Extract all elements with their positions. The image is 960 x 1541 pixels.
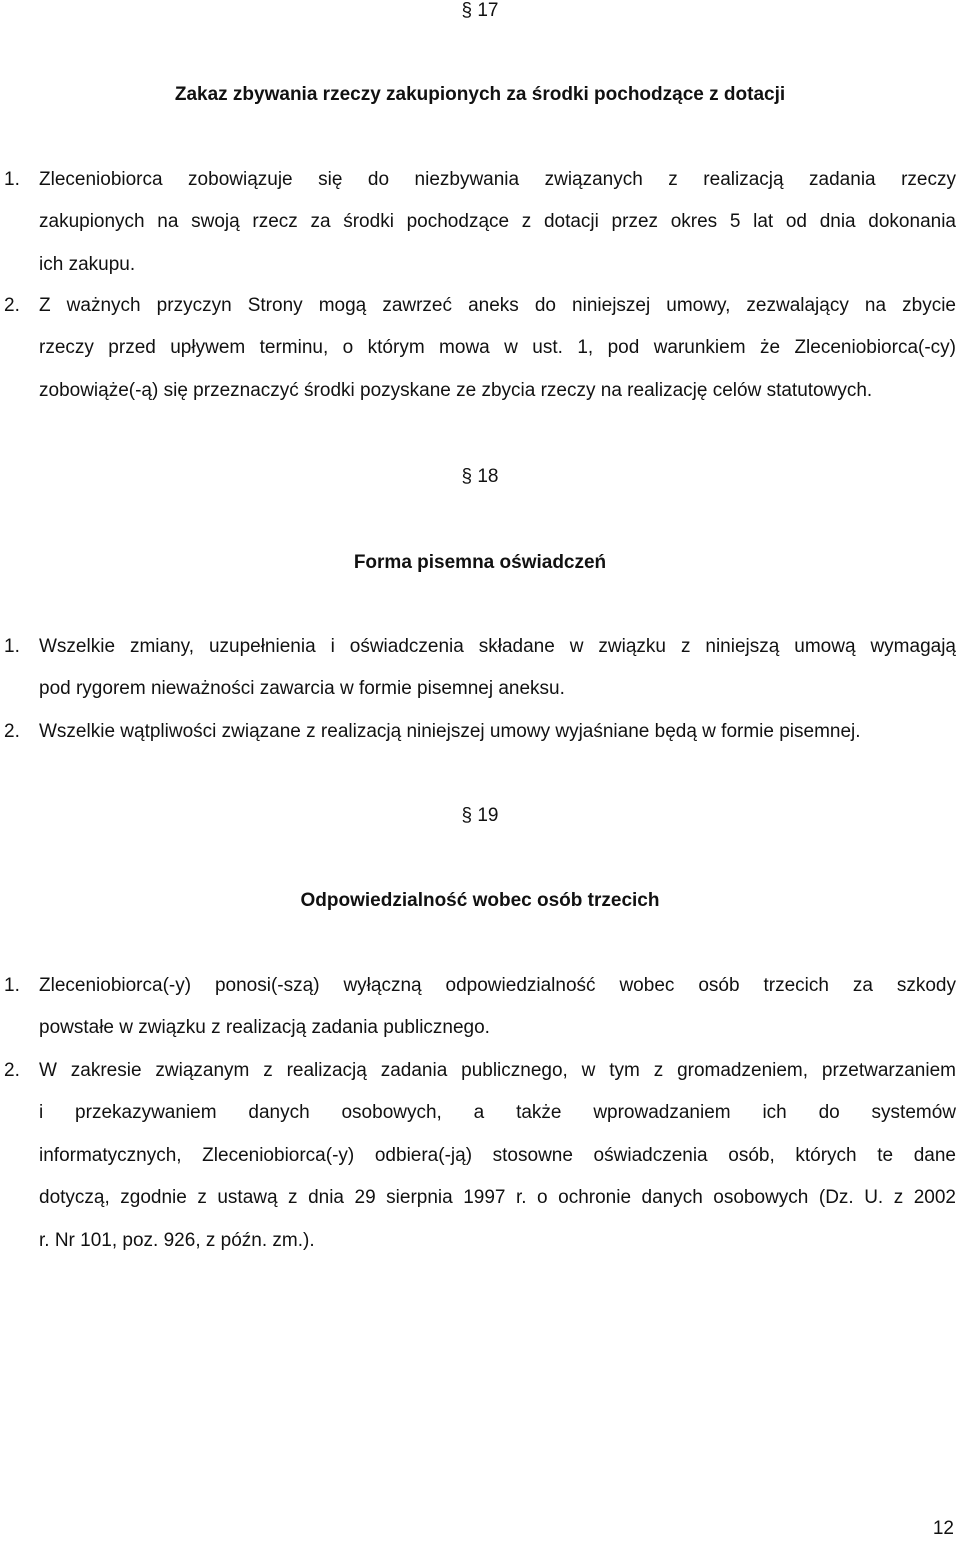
paragraph-mark: § 17 — [461, 0, 499, 21]
item-line: W zakresie związanym z realizacją zadania publicznego, w tym z gromadzeniem, przetwarzaniem — [39, 1060, 956, 1081]
item-line: Zleceniobiorca(-y) ponosi(-szą) wyłączną odpowiedzialność wobec osób trzecich za szkody — [39, 975, 956, 996]
item-line: zakupionych na swoją rzecz za środki pochodzące z dotacji przez okres 5 lat od dnia dokonania — [39, 211, 956, 232]
item-line: powstałe w związku z realizacją zadania publicznego. — [39, 1017, 490, 1038]
item-line: dotyczą, zgodnie z ustawą z dnia 29 sierpnia 1997 r. o ochronie danych osobowych (Dz. U. z 2002 — [39, 1187, 956, 1208]
item-line: Wszelkie zmiany, uzupełnienia i oświadczenia składane w związku z niniejszą umową wymagają — [39, 636, 956, 657]
item-line: rzeczy przed upływem terminu, o którym mowa w ust. 1, pod warunkiem że Zleceniobiorca(-cy) — [39, 337, 956, 358]
item-line: pod rygorem nieważności zawarcia w formie pisemnej aneksu. — [39, 678, 565, 699]
section-title: Odpowiedzialność wobec osób trzecich — [300, 890, 660, 911]
item-number: 1. — [4, 975, 20, 996]
paragraph-mark: § 18 — [461, 466, 499, 487]
item-number: 1. — [4, 636, 20, 657]
page-number: 12 — [932, 1518, 954, 1539]
item-line: Zleceniobiorca zobowiązuje się do niezbywania związanych z realizacją zadania rzeczy — [39, 169, 956, 190]
item-line: zobowiąże(-ą) się przeznaczyć środki pozyskane ze zbycia rzeczy na realizację celów statutowych. — [39, 380, 873, 401]
item-line: i przekazywaniem danych osobowych, a także wprowadzaniem ich do systemów — [39, 1102, 956, 1123]
item-number: 2. — [4, 721, 20, 742]
paragraph-mark: § 19 — [461, 805, 499, 826]
item-number: 2. — [4, 295, 20, 316]
section-title: Zakaz zbywania rzeczy zakupionych za środki pochodzące z dotacji — [174, 84, 786, 105]
item-line: r. Nr 101, poz. 926, z późn. zm.). — [39, 1230, 315, 1251]
item-line: Z ważnych przyczyn Strony mogą zawrzeć aneks do niniejszej umowy, zezwalający na zbycie — [39, 295, 956, 316]
item-line: informatycznych, Zleceniobiorca(-y) odbiera(-ją) stosowne oświadczenia osób, których te dane — [39, 1145, 956, 1166]
item-line: ich zakupu. — [39, 254, 136, 275]
section-title: Forma pisemna oświadczeń — [353, 552, 607, 573]
item-number: 1. — [4, 169, 20, 190]
item-line: Wszelkie wątpliwości związane z realizacją niniejszej umowy wyjaśniane będą w formie pisemnej. — [39, 721, 861, 742]
item-number: 2. — [4, 1060, 20, 1081]
